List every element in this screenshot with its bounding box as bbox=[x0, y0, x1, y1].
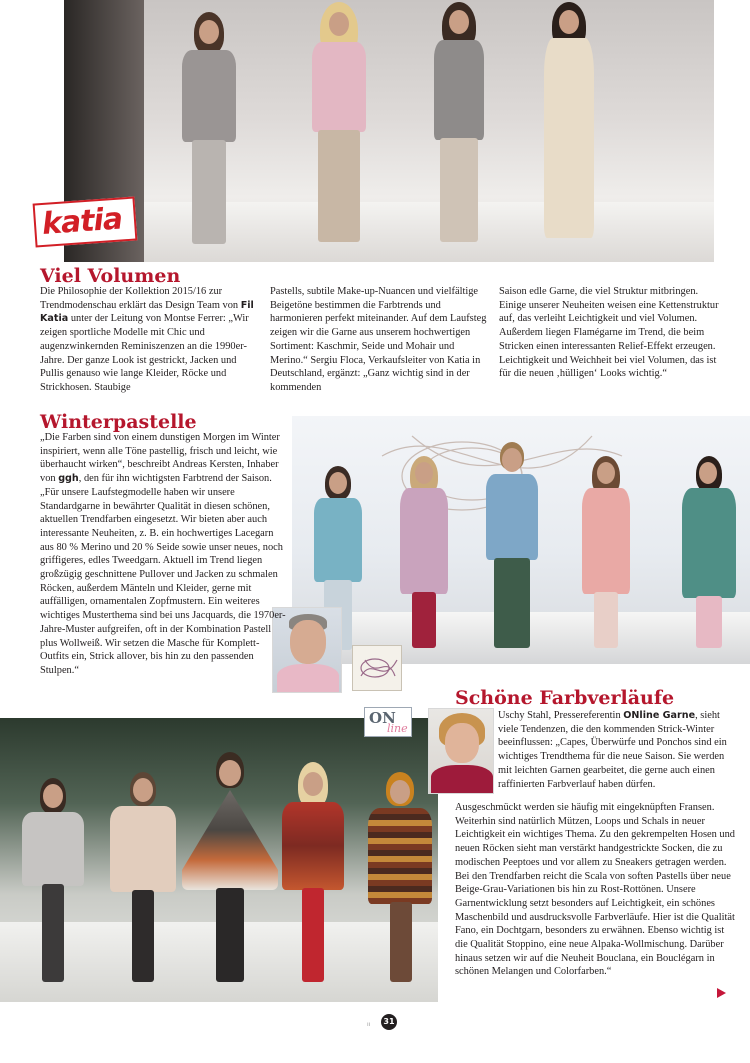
viel-volumen-column-2 bbox=[270, 285, 492, 395]
winterpastelle-text-1: „Die Farben sind von einem dunstigen Morgen im Winter inspiriert, wenn alle Töne pastellig, frisch und leicht, wie überhaucht wirken“, beschreibt Andreas Kersten, Inhaber von bbox=[40, 432, 280, 485]
farbverlaeufe-text-2: , sieht viele Tendenzen, die den kommenden Strick-Winter beeinflussen: „Capes, Überwürfe und Ponchos sind ein wichtiges Trendthema für die neue Saison. Sie werden mit leichten Garnen gearbeitet, die gerne auch einen raffinierten Farbverlauf haben dürfen. bbox=[498, 710, 727, 790]
runway-photo-ggh bbox=[292, 416, 750, 664]
ggh-scribble-icon bbox=[353, 646, 403, 692]
runway-photo-katia bbox=[64, 0, 714, 262]
page-number: 31 bbox=[381, 1014, 397, 1030]
online-garne-logo bbox=[364, 707, 412, 737]
viel-volumen-text-3: Saison edle Garne, die viel Struktur mitbringen. Einige unserer Neuheiten weisen eine Kettenstruktur auf, das verleiht Leichtigkeit und viel Volumen. Außerdem liegen Flamégarne im Trend, die beim Stricken einen interessanten Relief-Effekt erzeugen. Leichtigkeit und Weichheit bei viel Volumen, das ist für die neuen ‚hülligen‘ Looks wichtig.“ bbox=[499, 286, 719, 380]
viel-volumen-column-3 bbox=[499, 285, 721, 381]
runway-photo-online bbox=[0, 718, 438, 1002]
winterpastelle-column-top bbox=[40, 431, 286, 678]
heading-viel-volumen: Viel Volumen bbox=[40, 265, 181, 287]
brand-fil-katia: Fil Katia bbox=[40, 299, 254, 325]
heading-schoene-farbverlaeufe: Schöne Farbverläufe bbox=[455, 687, 675, 709]
online-logo-text: ON bbox=[369, 709, 396, 727]
farbverlaeufe-column-main bbox=[455, 801, 735, 979]
winterpastelle-text-2: , den für ihn wichtigsten Farbtrend der Saison. „Für unsere Laufstegmodelle haben wir unsere Standardgarne in bewährter Qualität in diesen schönen, aktuellen Trendfarben eingesetzt. Wir bieten aber auch interessante Neuheiten, z. B. ein hochwertiges Lacegarn aus 80 % Merino und 20 % Seide sowie unser neues, noch griffigeres, edles Tweedgarn. Aktuell im Trend liegen großzügig geschnittene Pullover und Jacken zu schmalen Röcken, außerdem Mänteln und Kleider, gerne mit auffälligen, ornamentalen Zopfmustern. Ein weiteres wichtiges Musterthema sind bei uns Jacquards, die 1970er-Jahre-Muster aufgreifen, oft in der Kombination Pastell plus Wollweiß. Wir setzen die Masche für Komplett-Outfits ein, Strick allover, bis hin zu den passenden Stulpen.“ bbox=[40, 473, 286, 676]
online-logo-script: line bbox=[387, 722, 408, 735]
heading-winterpastelle: Winterpastelle bbox=[40, 411, 197, 433]
portrait-uschy-stahl bbox=[428, 708, 494, 794]
page-mark: ıı bbox=[367, 1021, 371, 1028]
viel-volumen-text-1: Die Philosophie der Kollektion 2015/16 zur Trendmodenschau erklärt das Design Team von bbox=[40, 286, 241, 311]
katia-logo-text: katia bbox=[40, 201, 124, 242]
viel-volumen-text-1b: unter der Leitung von Montse Ferrer: „Wir zeigen sportliche Modelle mit Chic und augenzwinkernden Reminiszenzen an die 1990er-Jahre. Der ganze Look ist gestrickt, Jacken und Pullis genauso wie lange Kleider, Röcke und Strickhosen. Staubige bbox=[40, 313, 249, 393]
brand-ggh: ggh bbox=[58, 473, 79, 485]
katia-logo bbox=[33, 196, 138, 247]
brand-online-garne: ONline Garne bbox=[623, 710, 696, 721]
ggh-signature-logo bbox=[352, 645, 402, 691]
viel-volumen-column-1 bbox=[40, 285, 262, 395]
farbverlaeufe-column-intro bbox=[498, 709, 734, 791]
viel-volumen-text-2: Pastells, subtile Make-up-Nuancen und vielfältige Beigetöne bestimmen die Farbtrends und harmonieren perfekt miteinander. Auf dem Laufsteg zeigen wir die Garne aus unserem hochwertigen Sortiment: Kaschmir, Seide und Mohair und Merino.“ Sergiu Floca, Verkaufsleiter von Katia in Deutschland, ergänzt: „Ganz wichtig sind in der kommenden bbox=[270, 286, 487, 393]
continue-arrow-icon bbox=[717, 988, 726, 998]
farbverlaeufe-text-3: Ausgeschmückt werden sie häufig mit eingeknüpften Fransen. Weiterhin sind natürlich Mützen, Loops und Schals in neuer Leichtigkeit ein wichtiges Thema. Zu den gekrempelten Hosen und neuen Röcken sieht man verstärkt handgestrickte Socken, die zu modischen Peeptoes und vor allem zu Sneakers getragen werden. Bei den Trendfarben reicht die Scala von soften Pastells über neue Beige-Grau-Variationen bis hin zu Rost-Rottönen. Unsere Garnentwicklung setzt besonders auf Leichtigkeit, ein schönes Maschenbild und ausdrucksvolle Farbverläufe. Hier ist die Qualität Fano, ein Dochtgarn, besonders zu erwähnen. Ebenso wichtig ist die Qualität Stoppino, eine neue Alpaka-Wollmischung. Darüber hinaus setzen wir auf die Neuheit Bouclana, ein Bouclégarn in schönen Melangen und Colorfarben.“ bbox=[455, 802, 735, 978]
farbverlaeufe-text-1: Uschy Stahl, Pressereferentin bbox=[498, 710, 624, 721]
